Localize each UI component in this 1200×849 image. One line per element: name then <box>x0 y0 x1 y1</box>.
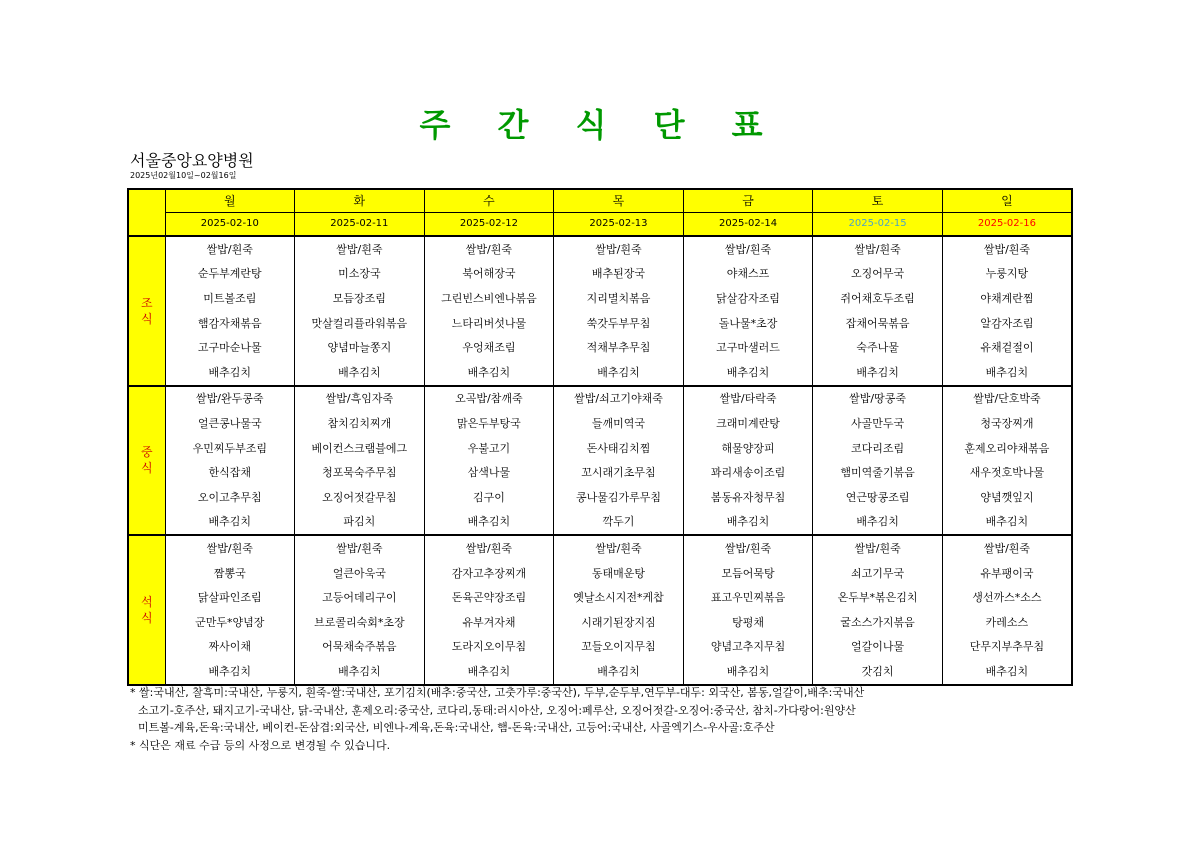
dish-cell: 배추김치 <box>554 360 684 386</box>
dish-cell: 카레소스 <box>942 610 1072 635</box>
note-line: * 쌀:국내산, 찰흑미:국내산, 누룽지, 흰죽-쌀:국내산, 포기김치(배추:중국산, 고춧가루:중국산), 두부,순두부,연두부-대두: 외국산, 봄동,얼갈이,배추:국내산 <box>130 686 865 699</box>
dish-cell: 배추김치 <box>942 510 1072 536</box>
dish-cell: 양념고추지무침 <box>683 635 813 660</box>
dish-cell: 배추김치 <box>424 510 554 536</box>
meal-label: 중 식 <box>128 386 165 536</box>
header-corner <box>128 189 165 236</box>
dish-cell: 쌀밥/흰죽 <box>683 535 813 561</box>
dish-cell: 양념깻잎지 <box>942 485 1072 510</box>
dish-cell: 쑥갓두부무침 <box>554 311 684 336</box>
note-line: 미트볼-계육,돈육:국내산, 베이컨-돈삼겹:외국산, 비엔나-계육,돈육:국내산, 햄-돈육:국내산, 고등어:국내산, 사골엑기스-우사골:호주산 <box>138 721 775 734</box>
dish-cell: 쌀밥/땅콩죽 <box>813 386 943 412</box>
dish-cell: 한식잡채 <box>165 460 295 485</box>
dish-cell: 배추김치 <box>165 659 295 685</box>
menu-row <box>128 335 1072 360</box>
weekly-menu-table <box>127 188 1073 686</box>
dish-cell: 배추김치 <box>813 360 943 386</box>
dish-cell: 오이고추무침 <box>165 485 295 510</box>
dish-cell: 우엉채조림 <box>424 335 554 360</box>
dish-cell: 지리멸치볶음 <box>554 286 684 311</box>
dish-cell: 배추김치 <box>813 510 943 536</box>
dish-cell: 쌀밥/흰죽 <box>813 535 943 561</box>
date-header: 2025-02-12 <box>424 213 554 237</box>
menu-row <box>128 659 1072 685</box>
menu-row <box>128 460 1072 485</box>
dish-cell: 맛살컬리플라워볶음 <box>295 311 425 336</box>
date-header-row <box>128 213 1072 237</box>
menu-row <box>128 535 1072 561</box>
dish-cell: 유채겉절이 <box>942 335 1072 360</box>
dish-cell: 쌀밥/흰죽 <box>683 236 813 262</box>
dish-cell: 닭살감자조림 <box>683 286 813 311</box>
dish-cell: 김구이 <box>424 485 554 510</box>
dish-cell: 새우젓호박나물 <box>942 460 1072 485</box>
dish-cell: 오징어무국 <box>813 262 943 287</box>
menu-body <box>128 236 1072 685</box>
dish-cell: 꼬들오이지무침 <box>554 635 684 660</box>
dish-cell: 동태매운탕 <box>554 561 684 586</box>
dish-cell: 오징어젓갈무침 <box>295 485 425 510</box>
day-header: 목 <box>554 189 684 213</box>
dish-cell: 고등어데리구이 <box>295 585 425 610</box>
dish-cell: 감자고추장찌개 <box>424 561 554 586</box>
dish-cell: 도라지오이무침 <box>424 635 554 660</box>
dish-cell: 옛날소시지전*케찹 <box>554 585 684 610</box>
dish-cell: 돈육곤약장조림 <box>424 585 554 610</box>
dish-cell: 쥐어채호두조림 <box>813 286 943 311</box>
dish-cell: 청포묵숙주무침 <box>295 460 425 485</box>
menu-row <box>128 311 1072 336</box>
dish-cell: 배추된장국 <box>554 262 684 287</box>
day-header: 월 <box>165 189 295 213</box>
menu-row <box>128 360 1072 386</box>
dish-cell: 브로콜리숙회*초장 <box>295 610 425 635</box>
date-header: 2025-02-13 <box>554 213 684 237</box>
dish-cell: 모듬장조림 <box>295 286 425 311</box>
dish-cell: 유부팽이국 <box>942 561 1072 586</box>
notes <box>130 684 864 754</box>
dish-cell: 북어해장국 <box>424 262 554 287</box>
dish-cell: 우민찌두부조림 <box>165 436 295 461</box>
dish-cell: 미소장국 <box>295 262 425 287</box>
dish-cell: 짜사이채 <box>165 635 295 660</box>
day-header-row <box>128 189 1072 213</box>
meal-label: 석 식 <box>128 535 165 685</box>
menu-row <box>128 262 1072 287</box>
dish-cell: 잡채어묵볶음 <box>813 311 943 336</box>
dish-cell: 단무지부추무침 <box>942 635 1072 660</box>
menu-row <box>128 386 1072 412</box>
dish-cell: 크래미계란탕 <box>683 411 813 436</box>
dish-cell: 알감자조림 <box>942 311 1072 336</box>
dish-cell: 삼색나물 <box>424 460 554 485</box>
menu-row <box>128 286 1072 311</box>
menu-row <box>128 585 1072 610</box>
dish-cell: 들깨미역국 <box>554 411 684 436</box>
dish-cell: 돈사태김치찜 <box>554 436 684 461</box>
dish-cell: 돌나물*초장 <box>683 311 813 336</box>
dish-cell: 누룽지탕 <box>942 262 1072 287</box>
dish-cell: 쌀밥/흰죽 <box>554 236 684 262</box>
date-header-sunday: 2025-02-16 <box>942 213 1072 237</box>
dish-cell: 꼬시래기초무침 <box>554 460 684 485</box>
dish-cell: 그린빈스비엔나볶음 <box>424 286 554 311</box>
dish-cell: 연근땅콩조림 <box>813 485 943 510</box>
dish-cell: 쌀밥/흰죽 <box>424 236 554 262</box>
meal-label: 조 식 <box>128 236 165 386</box>
dish-cell: 사골만두국 <box>813 411 943 436</box>
dish-cell: 파김치 <box>295 510 425 536</box>
dish-cell: 고구마순나물 <box>165 335 295 360</box>
dish-cell: 야채스프 <box>683 262 813 287</box>
menu-row <box>128 236 1072 262</box>
dish-cell: 쌀밥/단호박죽 <box>942 386 1072 412</box>
note-line: 소고기-호주산, 돼지고기-국내산, 닭-국내산, 훈제오리:중국산, 코다리,동태:러시아산, 오징어:페루산, 오징어젓갈-오징어:중국산, 참치-가다랑어:원양산 <box>138 703 856 717</box>
day-header: 토 <box>813 189 943 213</box>
dish-cell: 쌀밥/완두콩죽 <box>165 386 295 412</box>
menu-row <box>128 561 1072 586</box>
day-header: 금 <box>683 189 813 213</box>
menu-row <box>128 436 1072 461</box>
dish-cell: 배추김치 <box>942 659 1072 685</box>
dish-cell: 배추김치 <box>683 360 813 386</box>
dish-cell: 야채계란찜 <box>942 286 1072 311</box>
menu-row <box>128 510 1072 536</box>
dish-cell: 맑은두부탕국 <box>424 411 554 436</box>
dish-cell: 배추김치 <box>683 659 813 685</box>
dish-cell: 짬뽕국 <box>165 561 295 586</box>
dish-cell: 쌀밥/흰죽 <box>165 236 295 262</box>
dish-cell: 쌀밥/흰죽 <box>942 236 1072 262</box>
dish-cell: 온두부*볶은김치 <box>813 585 943 610</box>
dish-cell: 느타리버섯나물 <box>424 311 554 336</box>
page-title: 주 간 식 단 표 <box>419 106 781 144</box>
dish-cell: 숙주나물 <box>813 335 943 360</box>
dish-cell: 배추김치 <box>424 659 554 685</box>
dish-cell: 쌀밥/흰죽 <box>165 535 295 561</box>
dish-cell: 얼큰콩나물국 <box>165 411 295 436</box>
dish-cell: 쌀밥/쇠고기야채죽 <box>554 386 684 412</box>
dish-cell: 유부겨자채 <box>424 610 554 635</box>
dish-cell: 코다리조림 <box>813 436 943 461</box>
menu-row <box>128 411 1072 436</box>
dish-cell: 어묵채숙주볶음 <box>295 635 425 660</box>
dish-cell: 쌀밥/흰죽 <box>554 535 684 561</box>
dish-cell: 굴소스가지볶음 <box>813 610 943 635</box>
dish-cell: 닭살파인조림 <box>165 585 295 610</box>
dish-cell: 콩나물김가루무침 <box>554 485 684 510</box>
date-header: 2025-02-11 <box>295 213 425 237</box>
note-line: * 식단은 재료 수급 등의 사정으로 변경될 수 있습니다. <box>130 738 391 752</box>
dish-cell: 오곡밥/참깨죽 <box>424 386 554 412</box>
dish-cell: 깍두기 <box>554 510 684 536</box>
dish-cell: 청국장찌개 <box>942 411 1072 436</box>
dish-cell: 배추김치 <box>424 360 554 386</box>
dish-cell: 쌀밥/흰죽 <box>424 535 554 561</box>
date-header: 2025-02-14 <box>683 213 813 237</box>
dish-cell: 배추김치 <box>165 360 295 386</box>
menu-row <box>128 610 1072 635</box>
dish-cell: 배추김치 <box>942 360 1072 386</box>
dish-cell: 쌀밥/흰죽 <box>813 236 943 262</box>
dish-cell: 우불고기 <box>424 436 554 461</box>
dish-cell: 모듬어묵탕 <box>683 561 813 586</box>
dish-cell: 햄감자채볶음 <box>165 311 295 336</box>
day-header: 일 <box>942 189 1072 213</box>
date-header-saturday: 2025-02-15 <box>813 213 943 237</box>
dish-cell: 배추김치 <box>554 659 684 685</box>
day-header: 수 <box>424 189 554 213</box>
dish-cell: 고구마샐러드 <box>683 335 813 360</box>
menu-period: 2025년02월10일~02월16일 <box>130 171 237 180</box>
dish-cell: 봄동유자청무침 <box>683 485 813 510</box>
dish-cell: 배추김치 <box>295 360 425 386</box>
dish-cell: 배추김치 <box>683 510 813 536</box>
dish-cell: 적채부추무침 <box>554 335 684 360</box>
dish-cell: 양념마늘쫑지 <box>295 335 425 360</box>
dish-cell: 미트볼조림 <box>165 286 295 311</box>
dish-cell: 쌀밥/흰죽 <box>295 535 425 561</box>
hospital-name: 서울중앙요양병원 <box>130 151 254 170</box>
dish-cell: 배추김치 <box>165 510 295 536</box>
dish-cell: 순두부계란탕 <box>165 262 295 287</box>
day-header: 화 <box>295 189 425 213</box>
dish-cell: 군만두*양념장 <box>165 610 295 635</box>
menu-row <box>128 485 1072 510</box>
dish-cell: 얼갈이나물 <box>813 635 943 660</box>
menu-row <box>128 635 1072 660</box>
date-header: 2025-02-10 <box>165 213 295 237</box>
dish-cell: 표고우민찌볶음 <box>683 585 813 610</box>
dish-cell: 쌀밥/흰죽 <box>295 236 425 262</box>
dish-cell: 쇠고기무국 <box>813 561 943 586</box>
dish-cell: 꽈리새송이조림 <box>683 460 813 485</box>
dish-cell: 생선까스*소스 <box>942 585 1072 610</box>
dish-cell: 배추김치 <box>295 659 425 685</box>
dish-cell: 해물양장피 <box>683 436 813 461</box>
dish-cell: 햄미역줄기볶음 <box>813 460 943 485</box>
dish-cell: 쌀밥/흰죽 <box>942 535 1072 561</box>
dish-cell: 얼큰아욱국 <box>295 561 425 586</box>
dish-cell: 쌀밥/흑임자죽 <box>295 386 425 412</box>
dish-cell: 갓김치 <box>813 659 943 685</box>
dish-cell: 쌀밥/타락죽 <box>683 386 813 412</box>
dish-cell: 베이컨스크램블에그 <box>295 436 425 461</box>
dish-cell: 참치김치찌개 <box>295 411 425 436</box>
dish-cell: 훈제오리야채볶음 <box>942 436 1072 461</box>
dish-cell: 시래기된장지짐 <box>554 610 684 635</box>
dish-cell: 탕평채 <box>683 610 813 635</box>
